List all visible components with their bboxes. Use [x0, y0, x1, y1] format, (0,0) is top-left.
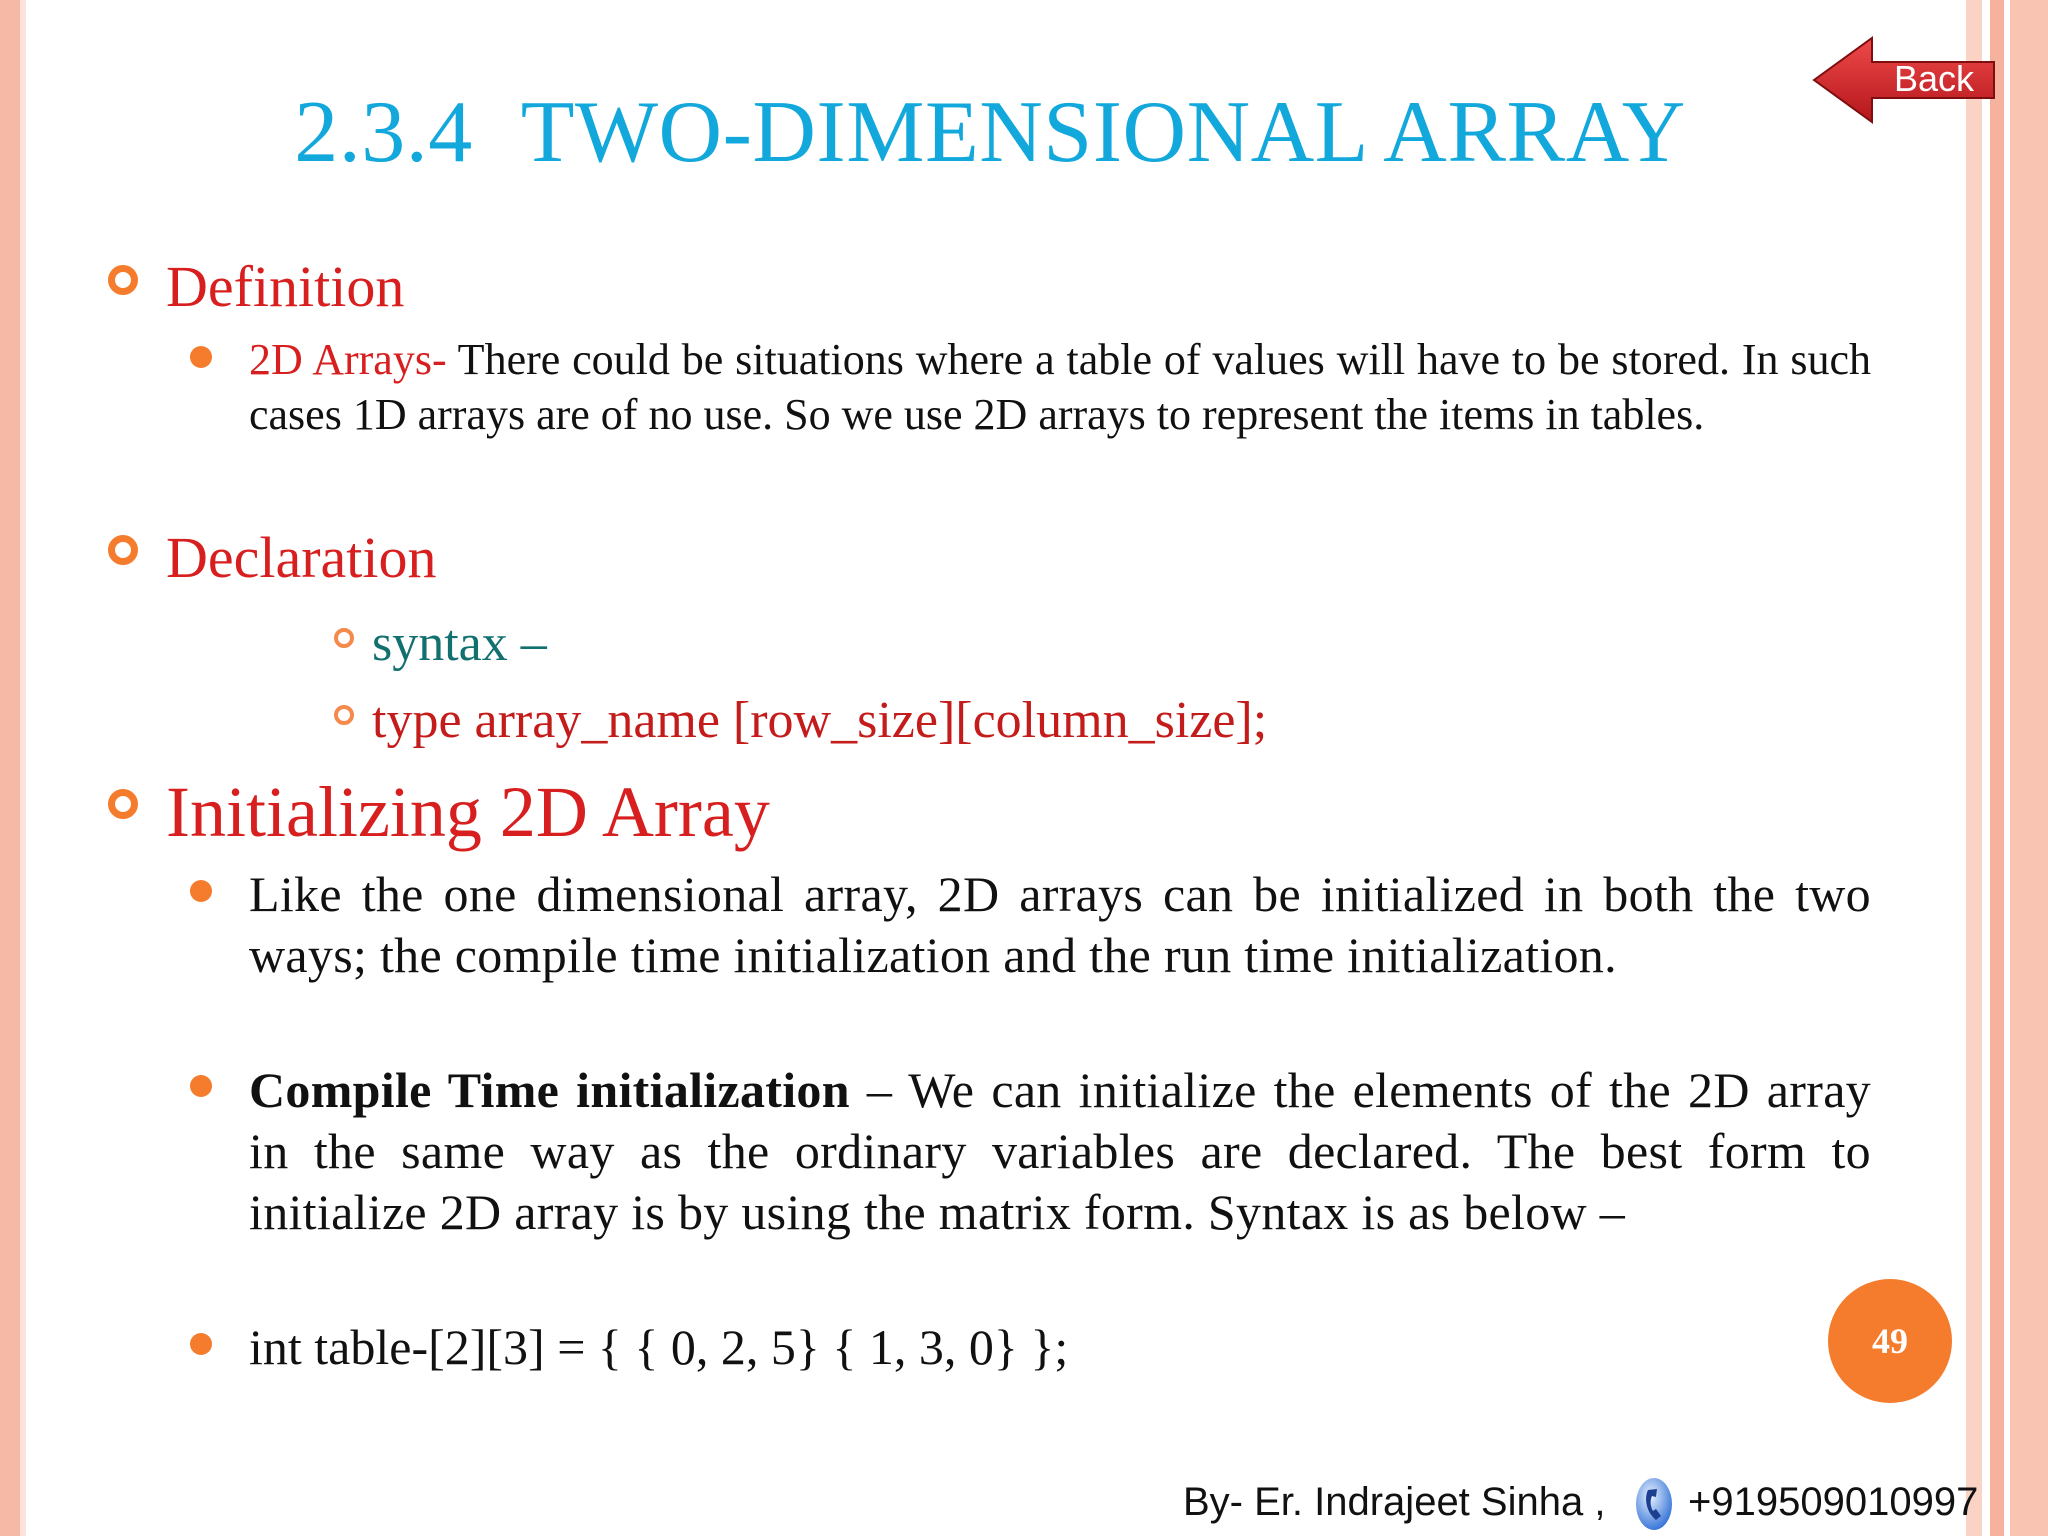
compile-time-term: Compile Time initialization [249, 1062, 850, 1118]
bullet-ring-icon [108, 265, 138, 295]
syntax-label: syntax – [372, 615, 547, 672]
compile-time-text: – We can initialize the elements of the 2D array in the same way as the ordinary variables are declared. The best form to initialize 2D array is by using the matrix form. Syntax is as below – [249, 1062, 1871, 1240]
footer-phone: +919509010997 [1688, 1480, 1979, 1524]
initializing-heading: Initializing 2D Array [166, 772, 770, 852]
title-number: 2.3.4 [294, 84, 473, 181]
bullet-ring-icon [108, 535, 138, 565]
syntax-code: type array_name [row_size][column_size]; [372, 692, 1268, 749]
initializing-point-2 [249, 1060, 1871, 1243]
back-label: Back [1893, 58, 1975, 99]
bullet-dot-icon [190, 880, 212, 902]
initializing-point-1: Like the one dimensional array, 2D arrays can be initialized in both the two ways; the compile time initialization and the run time initialization. [249, 866, 1871, 983]
definition-paragraph [249, 332, 1871, 442]
page-number: 49 [1872, 1321, 1908, 1361]
footer-author: By- Er. Indrajeet Sinha , [1183, 1480, 1606, 1524]
sub-bullet-ring-icon [334, 628, 354, 648]
definition-text: There could be situations where a table of values will have to be stored. In such cases 1D arrays are of no use. So we use 2D arrays to represent the items in tables. [249, 335, 1871, 439]
sub-bullet-ring-icon [334, 705, 354, 725]
declaration-heading: Declaration [166, 525, 437, 590]
slide-title [0, 82, 1980, 183]
left-border [0, 0, 20, 1536]
initializing-point-3: int table-[2][3] = { { 0, 2, 5} { 1, 3, 0} }; [249, 1319, 1069, 1375]
footer [1183, 1478, 1979, 1530]
title-text: TWO-DIMENSIONAL ARRAY [520, 84, 1686, 181]
right-border-stripes [1966, 0, 2048, 1536]
phone-icon [1634, 1476, 1674, 1532]
bullet-dot-icon [190, 346, 212, 368]
definition-term: 2D Arrays- [249, 335, 447, 384]
bullet-dot-icon [190, 1075, 212, 1097]
left-border-inner [20, 0, 26, 1536]
bullet-ring-icon [108, 789, 138, 819]
page-number-badge [1828, 1279, 1952, 1403]
bullet-dot-icon [190, 1333, 212, 1355]
back-button[interactable] [1810, 36, 1996, 124]
definition-heading: Definition [166, 254, 405, 319]
